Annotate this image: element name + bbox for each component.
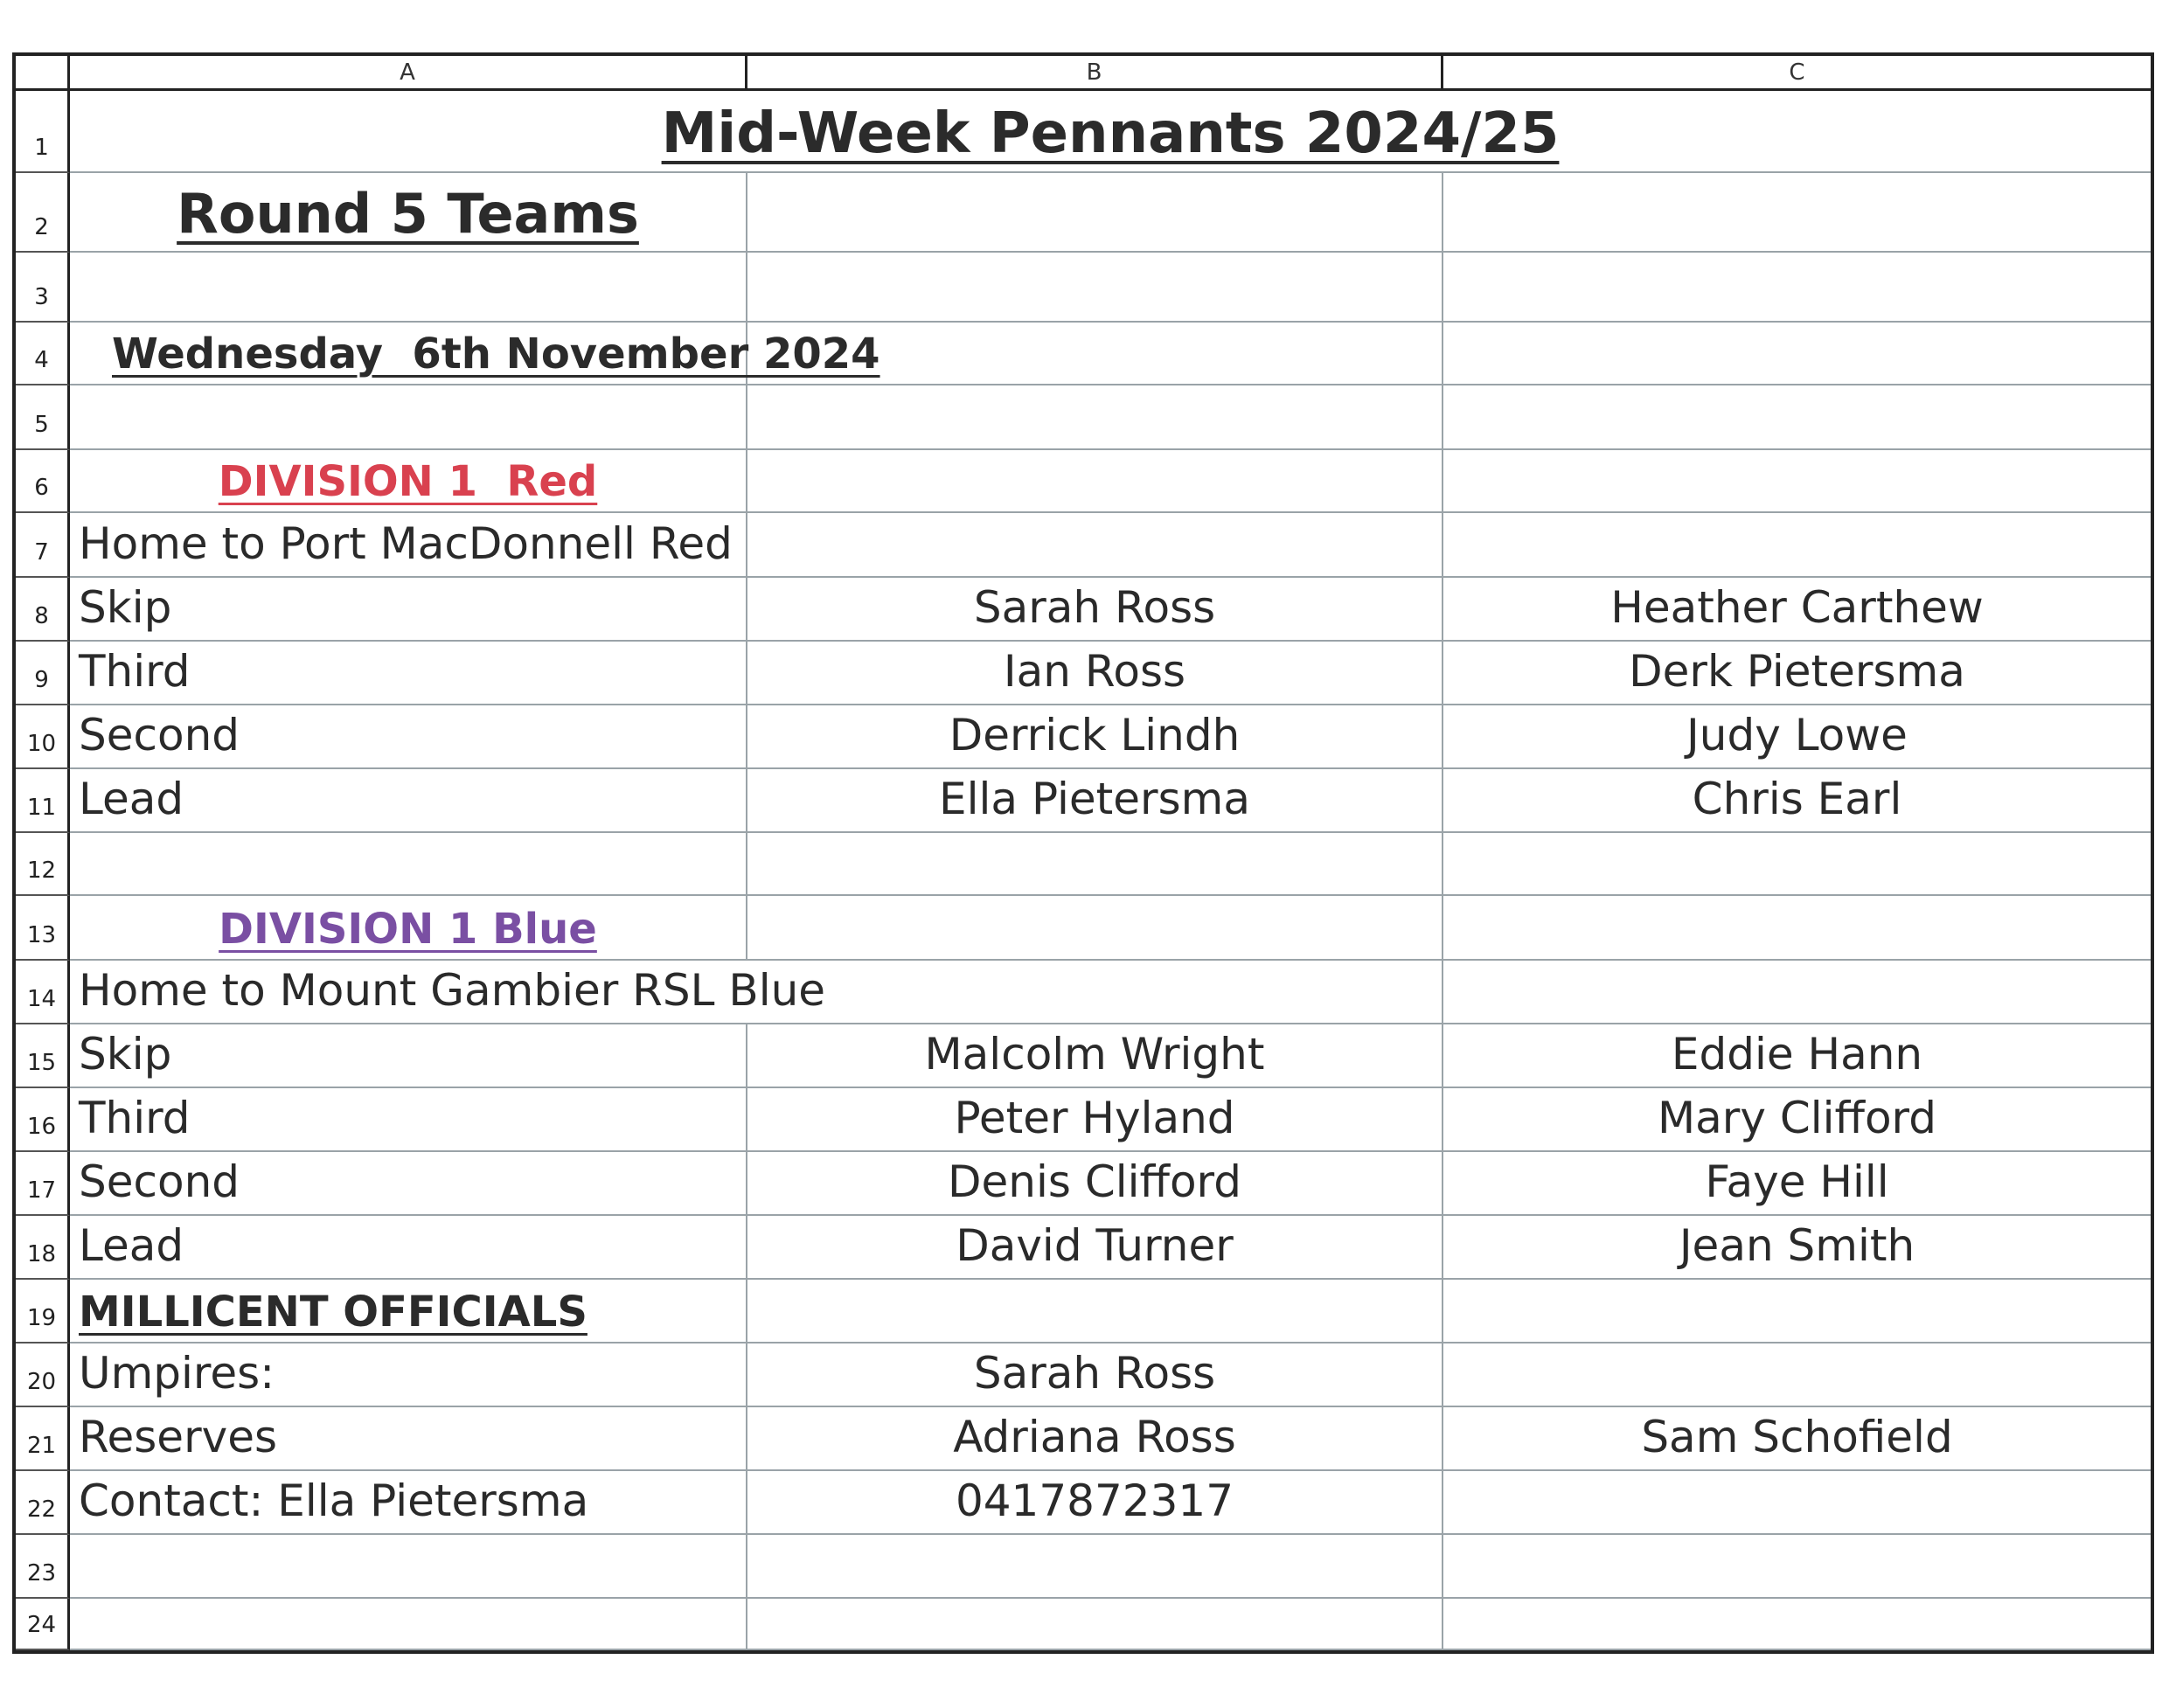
position-label[interactable]: Third [70,642,747,705]
date-cell[interactable] [70,323,880,385]
cell[interactable] [1443,1535,2151,1599]
cell[interactable] [1443,1599,2151,1650]
row-header[interactable]: 16 [16,1088,70,1152]
player-cell[interactable]: Eddie Hann [1443,1024,2151,1088]
cell[interactable] [1443,1343,2151,1407]
player-cell[interactable]: Chris Earl [1443,769,2151,833]
officials-heading-cell[interactable] [70,1280,747,1343]
player-cell[interactable]: Denis Clifford [747,1152,1443,1216]
player-cell[interactable]: Peter Hyland [747,1088,1443,1152]
sheet-title-cell[interactable] [70,91,2151,173]
row-header[interactable]: 15 [16,1024,70,1088]
cell[interactable] [747,1280,1443,1343]
player-cell[interactable]: Heather Carthew [1443,578,2151,642]
position-label[interactable]: Second [70,1152,747,1216]
cell[interactable] [747,513,1443,578]
cell[interactable] [747,385,1443,450]
cell[interactable] [70,253,747,323]
cell[interactable] [747,173,1443,253]
position-label[interactable]: Third [70,1088,747,1152]
round-subtitle: Round 5 Teams [177,182,639,246]
division-blue-heading-cell[interactable] [70,896,747,961]
row-header[interactable]: 6 [16,450,70,513]
officials-heading: MILLICENT OFFICIALS [79,1288,587,1337]
cell[interactable] [747,833,1443,896]
cell[interactable] [1443,173,2151,253]
cell[interactable] [1443,1280,2151,1343]
player-cell[interactable]: Faye Hill [1443,1152,2151,1216]
reserves-label[interactable]: Reserves [70,1407,747,1471]
cell[interactable] [70,1535,747,1599]
row-header[interactable]: 23 [16,1535,70,1599]
division-blue-heading: DIVISION 1 Blue [219,905,597,954]
player-cell[interactable]: Derk Pietersma [1443,642,2151,705]
player-cell[interactable]: Ian Ross [747,642,1443,705]
row-header[interactable]: 10 [16,705,70,769]
row-header[interactable]: 4 [16,323,70,385]
reserve-cell[interactable]: Adriana Ross [747,1407,1443,1471]
cell[interactable] [1443,253,2151,323]
division-red-heading-cell[interactable] [70,450,747,513]
player-cell[interactable]: Sarah Ross [747,578,1443,642]
row-header[interactable]: 21 [16,1407,70,1471]
cell[interactable] [1443,961,2151,1024]
player-cell[interactable]: Judy Lowe [1443,705,2151,769]
row-header[interactable]: 11 [16,769,70,833]
row-header[interactable]: 9 [16,642,70,705]
cell[interactable] [1443,323,2151,385]
contact-phone[interactable]: 0417872317 [747,1471,1443,1535]
division-blue-match[interactable]: Home to Mount Gambier RSL Blue [70,961,1443,1024]
cell[interactable] [747,323,1443,385]
position-label[interactable]: Skip [70,1024,747,1088]
cell[interactable] [1443,450,2151,513]
row-header[interactable]: 13 [16,896,70,961]
row-header[interactable]: 2 [16,173,70,253]
cell[interactable] [1443,513,2151,578]
cell[interactable] [70,385,747,450]
column-header-c[interactable]: C [1443,56,2151,91]
row-header[interactable]: 17 [16,1152,70,1216]
contact-label[interactable]: Contact: Ella Pietersma [70,1471,747,1535]
position-label[interactable]: Lead [70,769,747,833]
row-header[interactable]: 24 [16,1599,70,1650]
cell[interactable] [747,450,1443,513]
player-cell[interactable]: Derrick Lindh [747,705,1443,769]
row-header[interactable]: 19 [16,1280,70,1343]
row-header[interactable]: 20 [16,1343,70,1407]
page-title: Mid-Week Pennants 2024/25 [661,101,1560,166]
cell[interactable] [1443,896,2151,961]
cell[interactable] [1443,385,2151,450]
position-label[interactable]: Lead [70,1216,747,1280]
row-header[interactable]: 7 [16,513,70,578]
position-label[interactable]: Second [70,705,747,769]
row-header[interactable]: 5 [16,385,70,450]
row-header[interactable]: 14 [16,961,70,1024]
player-cell[interactable]: Malcolm Wright [747,1024,1443,1088]
umpires-label[interactable]: Umpires: [70,1343,747,1407]
row-header[interactable]: 12 [16,833,70,896]
cell[interactable] [747,1599,1443,1650]
umpire-cell[interactable]: Sarah Ross [747,1343,1443,1407]
reserve-cell[interactable]: Sam Schofield [1443,1407,2151,1471]
row-header[interactable]: 8 [16,578,70,642]
player-cell[interactable]: Mary Clifford [1443,1088,2151,1152]
corner-cell[interactable] [16,56,70,91]
cell[interactable] [747,896,1443,961]
cell[interactable] [1443,1471,2151,1535]
position-label[interactable]: Skip [70,578,747,642]
division-red-match[interactable]: Home to Port MacDonnell Red [70,513,747,578]
spreadsheet-grid [12,52,2154,1654]
cell[interactable] [747,1535,1443,1599]
column-header-b[interactable]: B [747,56,1443,91]
column-header-a[interactable]: A [70,56,747,91]
row-header[interactable]: 18 [16,1216,70,1280]
player-cell[interactable]: David Turner [747,1216,1443,1280]
cell[interactable] [1443,833,2151,896]
row-header[interactable]: 3 [16,253,70,323]
cell[interactable] [70,833,747,896]
row-header[interactable]: 22 [16,1471,70,1535]
division-red-heading: DIVISION 1 Red [218,457,598,506]
cell[interactable] [747,253,1443,323]
player-cell[interactable]: Jean Smith [1443,1216,2151,1280]
cell[interactable] [70,1599,747,1650]
subtitle-cell[interactable] [70,173,747,253]
row-header[interactable]: 1 [16,91,70,173]
match-date: Wednesday 6th November 2024 [112,330,880,378]
player-cell[interactable]: Ella Pietersma [747,769,1443,833]
